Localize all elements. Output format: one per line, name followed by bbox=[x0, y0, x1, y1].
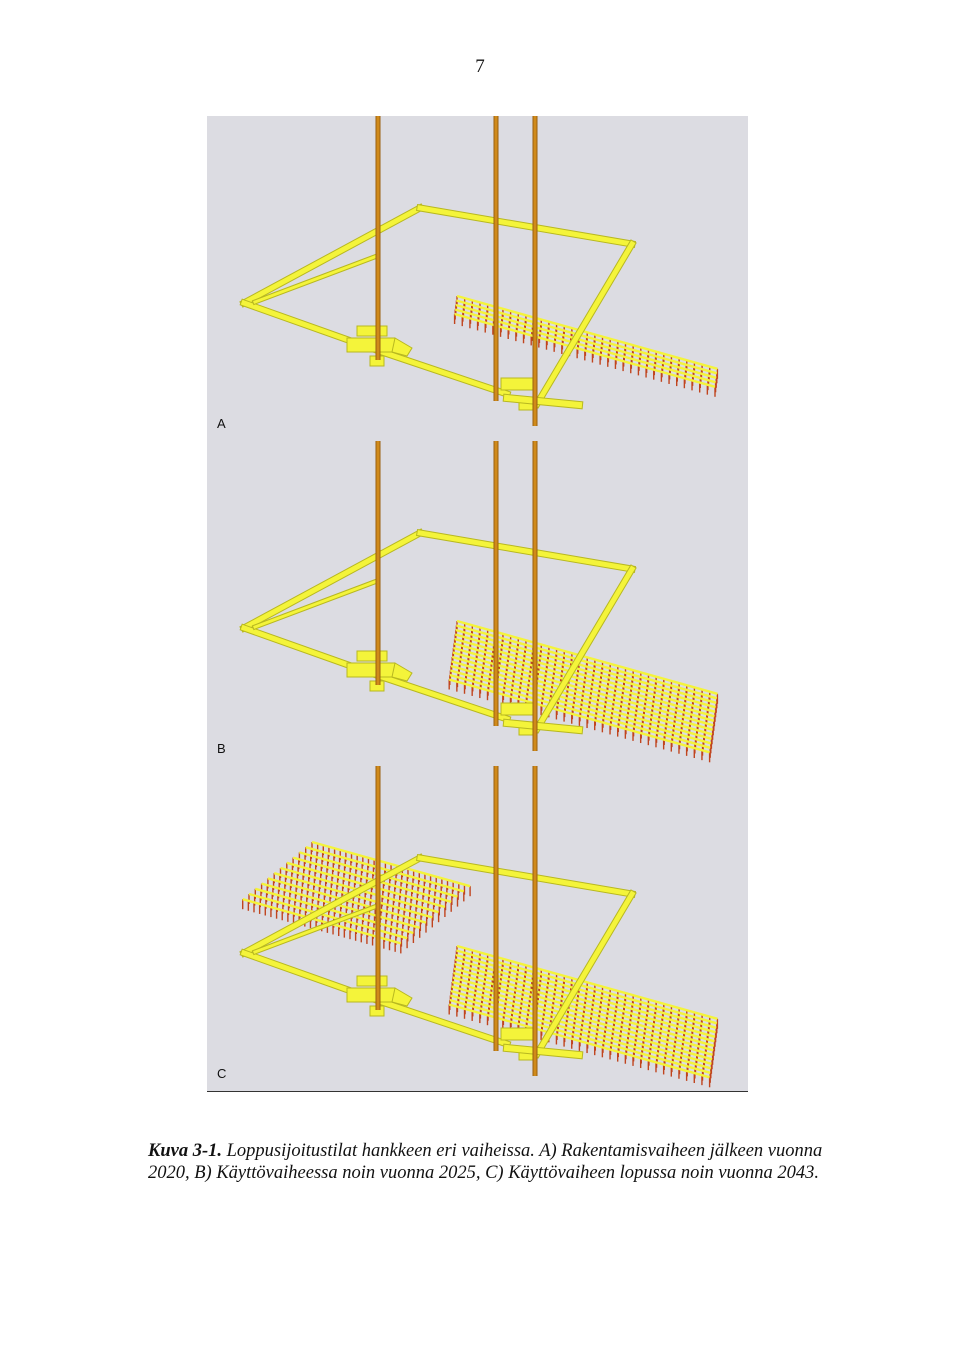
shaft-access-tunnel bbox=[507, 1048, 579, 1055]
caption-label: Kuva 3-1. bbox=[148, 1141, 222, 1161]
shaft-1 bbox=[377, 116, 380, 360]
panel-a bbox=[207, 116, 748, 442]
shaft-access-tunnel bbox=[507, 398, 579, 405]
central-tunnel-north bbox=[420, 533, 632, 569]
repository-layout-b bbox=[207, 441, 748, 766]
shaft-area-1 bbox=[501, 378, 533, 390]
right-block-tunnel bbox=[452, 982, 712, 1055]
technical-area-2 bbox=[357, 326, 387, 336]
shaft-2 bbox=[495, 441, 498, 726]
shaft-2 bbox=[495, 116, 498, 401]
technical-area-curve bbox=[392, 338, 412, 356]
shaft-access-tunnel bbox=[507, 723, 579, 730]
panel-c bbox=[207, 766, 748, 1092]
technical-area-2 bbox=[357, 651, 387, 661]
technical-area-1 bbox=[347, 338, 395, 352]
technical-area-curve bbox=[392, 988, 412, 1006]
shaft-3 bbox=[534, 441, 537, 751]
central-tunnel-east bbox=[537, 569, 632, 729]
shaft-area-1 bbox=[501, 1028, 533, 1040]
repository-figure bbox=[207, 116, 748, 1091]
repository-layout-c bbox=[207, 766, 748, 1091]
technical-area-1 bbox=[347, 988, 395, 1002]
right-block-tunnel bbox=[453, 973, 713, 1046]
right-block-tunnel bbox=[453, 648, 713, 721]
central-tunnel-west bbox=[244, 208, 420, 303]
panel-b bbox=[207, 441, 748, 767]
shaft-3 bbox=[534, 766, 537, 1076]
figure-caption bbox=[148, 1140, 838, 1184]
central-tunnel-south-b bbox=[382, 352, 507, 394]
panel-label-c: C bbox=[217, 1066, 227, 1081]
right-block-tunnel bbox=[452, 987, 712, 1060]
technical-area-curve bbox=[392, 663, 412, 681]
panel-label-a: A bbox=[217, 416, 226, 431]
technical-area-2 bbox=[357, 976, 387, 986]
technical-area-1 bbox=[347, 663, 395, 677]
shaft-3 bbox=[534, 116, 537, 426]
page-number: 7 bbox=[475, 56, 485, 77]
panel-label-b: B bbox=[217, 741, 226, 756]
repository-layout-a bbox=[207, 116, 748, 441]
right-block-tunnel bbox=[452, 662, 712, 735]
caption-text: Loppusijoitustilat hankkeen eri vaiheissa. A) Rakentamisvaiheen jälkeen vuonna 2020, B) Käyttövaiheessa noin vuonna 2025, C) Käyttövaiheen lopussa noin vuonna 2043. bbox=[148, 1141, 823, 1183]
shaft-1 bbox=[377, 766, 380, 1010]
central-tunnel-north bbox=[420, 208, 632, 244]
right-block-tunnel bbox=[452, 657, 712, 730]
shaft-area-1 bbox=[501, 703, 533, 715]
central-tunnel-east bbox=[537, 244, 632, 404]
central-tunnel-west bbox=[244, 533, 420, 628]
shaft-1 bbox=[377, 441, 380, 685]
shaft-2 bbox=[495, 766, 498, 1051]
central-tunnel-east bbox=[537, 894, 632, 1054]
